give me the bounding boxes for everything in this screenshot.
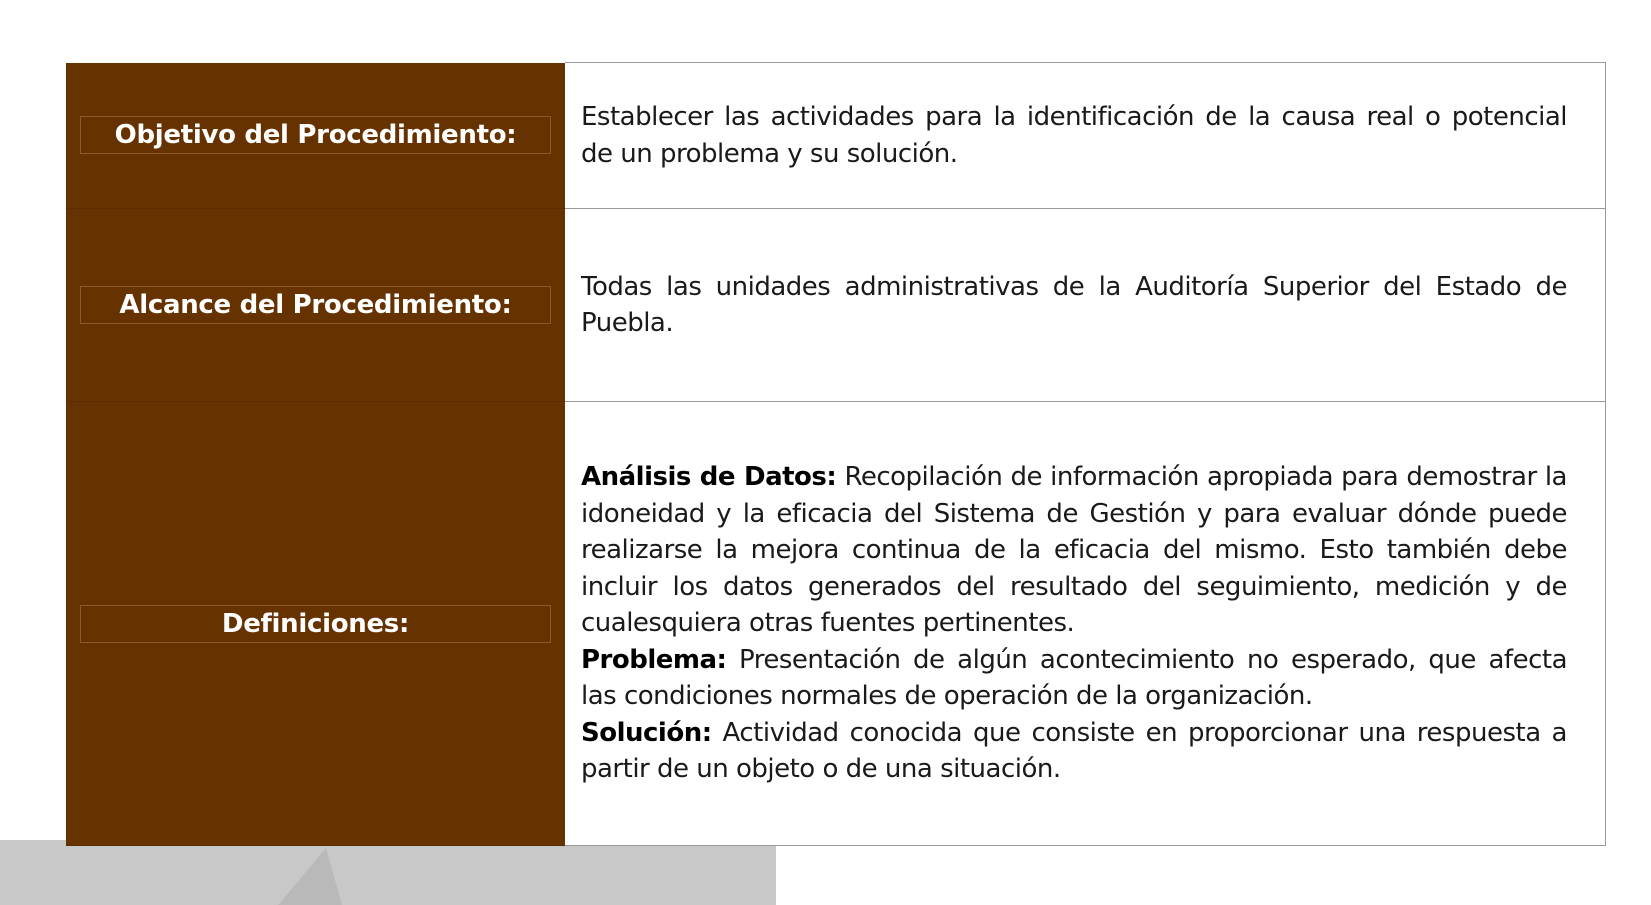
definition-item: [581, 642, 1567, 715]
content-cell: [565, 63, 1606, 209]
definition-text: Recopilación de información apropiada para demostrar la idoneidad y la eficacia del Sistema de Gestión y para evaluar dónde puede realizarse la mejora continua de la eficacia del mismo. Esto también debe incluir los datos generados del resultado del seguimiento, medición y de cualesquiera otras fuentes pertinentes.: [581, 462, 1567, 639]
definition-item: [581, 715, 1567, 788]
footer-triangle-graphic: [0, 840, 776, 905]
table-row-objetivo: [66, 63, 1606, 209]
label-cell: [66, 63, 565, 209]
procedure-table: [66, 62, 1606, 846]
footer-decoration: [0, 840, 776, 905]
row-label: Objetivo del Procedimiento:: [80, 116, 551, 154]
content-cell: [565, 402, 1606, 846]
table-row-alcance: [66, 209, 1606, 402]
row-label: Alcance del Procedimiento:: [80, 286, 551, 324]
definition-term: Análisis de Datos:: [581, 462, 837, 493]
label-cell: [66, 209, 565, 402]
row-label: Definiciones:: [80, 605, 551, 643]
definition-item: [581, 459, 1567, 642]
definition-text: Actividad conocida que consiste en proporcionar una respuesta a partir de un objeto o de una situación.: [581, 717, 1567, 785]
definition-term: Problema:: [581, 644, 727, 675]
definition-term: Solución:: [581, 717, 712, 748]
definition-text: Presentación de algún acontecimiento no esperado, que afecta las condiciones normales de operación de la organización.: [581, 644, 1567, 712]
content-cell: [565, 209, 1606, 402]
label-cell: [66, 402, 565, 846]
alcance-text: Todas las unidades administrativas de la Auditoría Superior del Estado de Puebla.: [581, 271, 1567, 338]
objetivo-text: Establecer las actividades para la identificación de la causa real o potencial de un problema y su solución.: [581, 102, 1567, 169]
table-row-definiciones: [66, 402, 1606, 846]
